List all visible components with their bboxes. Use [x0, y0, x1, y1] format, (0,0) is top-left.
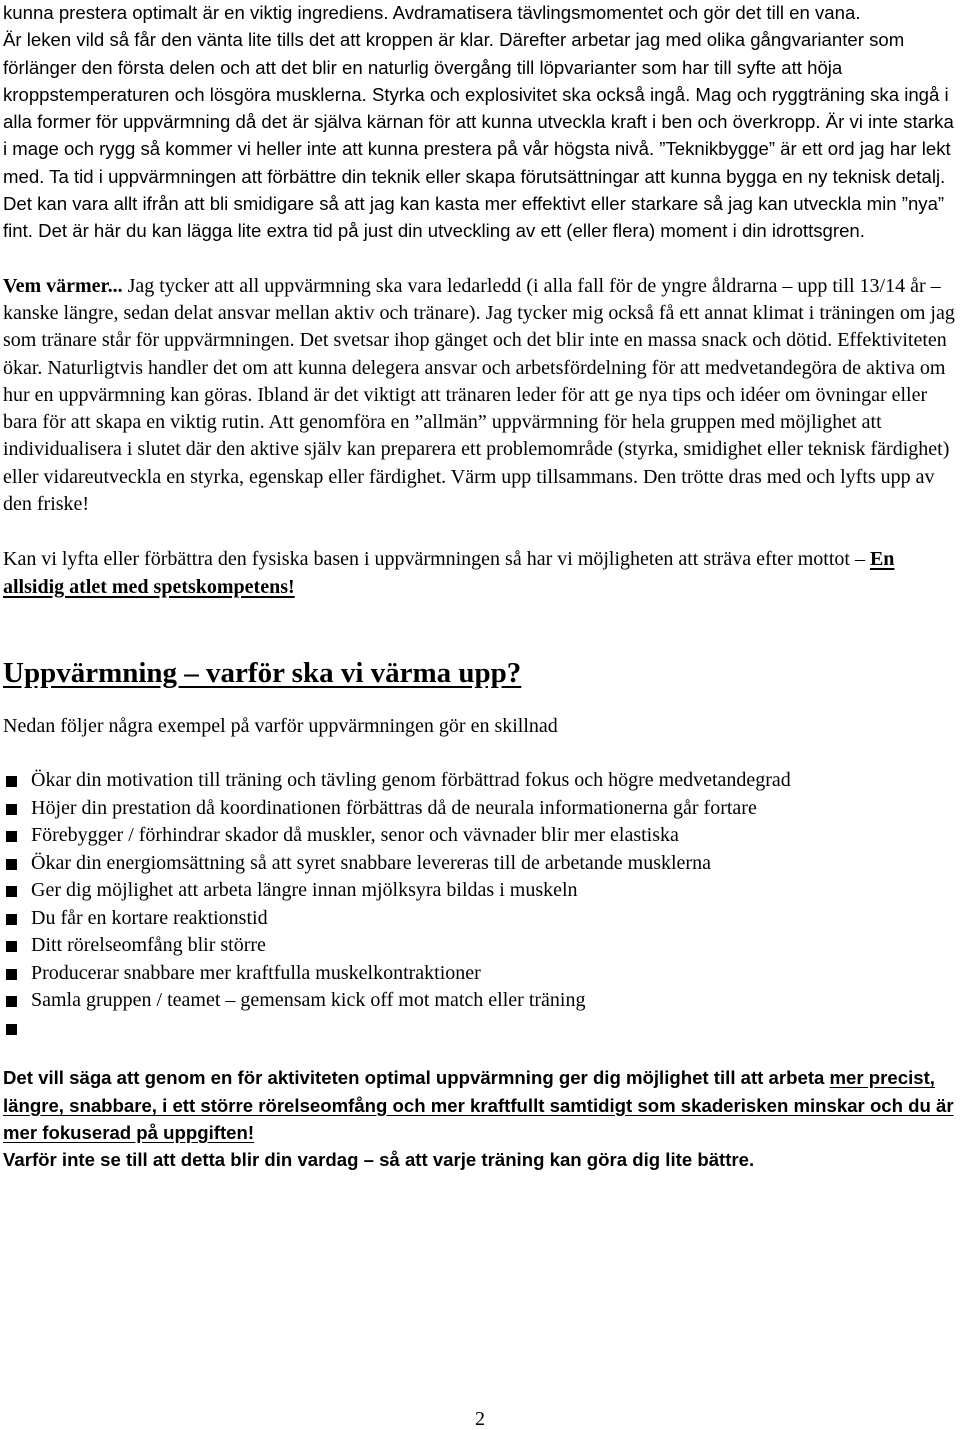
list-item	[3, 987, 955, 1015]
list-item	[3, 877, 955, 905]
square-bullet-icon	[6, 996, 17, 1007]
list-item-text: Ditt rörelseomfång blir större	[31, 934, 266, 957]
square-bullet-icon	[6, 941, 17, 952]
motto-emphasis: En allsidig atlet med spetskompetens!	[3, 548, 895, 598]
section-heading: Uppvärmning – varför ska vi värma upp?	[3, 656, 522, 689]
intro-paragraph-1	[3, 0, 955, 26]
square-bullet-icon	[6, 859, 17, 870]
conclusion-line-2: Varför inte se till att detta blir din vardag – så att varje träning kan göra dig lite bättre.	[3, 1149, 755, 1171]
motto-text: Kan vi lyfta eller förbättra den fysiska basen i uppvärmningen så har vi möjligheten att sträva efter mottot –	[3, 548, 870, 571]
square-bullet-icon	[6, 886, 17, 897]
conclusion-paragraph	[3, 1064, 955, 1146]
list-item-text: Du får en kortare reaktionstid	[31, 906, 268, 929]
list-item-text: Höjer din prestation då koordinationen förbättras då de neurala informationerna går fortare	[31, 796, 757, 819]
intro-line-1: kunna prestera optimalt är en viktig ingrediens. Avdramatisera tävlingsmomentet och gör det till en vana.	[3, 2, 861, 23]
square-bullet-icon	[6, 969, 17, 980]
list-item	[3, 932, 955, 960]
list-item	[3, 850, 955, 878]
list-item-text: Ökar din energiomsättning så att syret snabbare levereras till de arbetande musklerna	[31, 851, 711, 874]
list-item-text: Ger dig möjlighet att arbeta längre innan mjölksyra bildas i muskeln	[31, 879, 578, 902]
list-item	[3, 960, 955, 988]
list-item	[3, 767, 955, 795]
section-intro: Nedan följer några exempel på varför uppvärmningen gör en skillnad	[3, 714, 558, 737]
list-item	[3, 905, 955, 933]
square-bullet-icon	[6, 914, 17, 925]
square-bullet-icon	[6, 831, 17, 842]
conclusion-underlined: mer precist, längre, snabbare, i ett större rörelseomfång och mer kraftfullt samtidigt som skaderisken minskar och du är mer fokuserad på uppgiften!	[3, 1067, 954, 1143]
list-item-text: Ökar din motivation till träning och tävling genom förbättrad fokus och högre medvetandegrad	[31, 769, 791, 792]
square-bullet-icon	[6, 1024, 17, 1035]
page-number: 2	[475, 1408, 485, 1430]
square-bullet-icon	[6, 804, 17, 815]
list-item	[3, 1015, 955, 1043]
vem-paragraph	[3, 273, 955, 519]
vem-lead: Vem värmer...	[3, 274, 123, 297]
document-page	[3, 0, 955, 1173]
intro-line-2: Är leken vild så får den vänta lite tills det att kroppen är klar. Därefter arbetar jag med olika gångvarianter som förlänger den första delen och att det blir en naturlig övergång till löpvarianter som har till syfte att höja kroppstemperaturen och lösgöra musklerna. Styrka och explosivitet ska också ingå. Mag och ryggträning ska ingå i alla former för uppvärmning då det är själva kärnan för att kunna utveckla kraft i ben och överkropp. Är vi inte starka i mage och rygg så kommer vi heller inte att kunna prestera på vår högsta nivå. ”Teknikbygge” är ett ord jag har lekt med. Ta tid i uppvärmningen att förbättre din teknik eller skapa förutsättningar att kunna bygga en ny teknisk detalj. Det kan vara allt ifrån att bli smidigare så att jag kan kasta mer effektivt eller starkare så jag kan utveckla min ”nya” fint. Det är här du kan lägga lite extra tid på just din utveckling av ett (eller flera) moment i din idrottsgren.	[3, 29, 954, 242]
list-item-text: Samla gruppen / teamet – gemensam kick off mot match eller träning	[31, 989, 586, 1012]
intro-paragraph-2	[3, 26, 955, 244]
list-item-text: Förebygger / förhindrar skador då muskler, senor och vävnader blir mer elastiska	[31, 824, 679, 847]
square-bullet-icon	[6, 776, 17, 787]
vem-body: Jag tycker att all uppvärmning ska vara ledarledd (i alla fall för de yngre åldrarna – upp till 13/14 år – kanske längre, sedan delat ansvar mellan aktiv och tränare). Jag tycker mig också få ett annat klimat i träningen om jag som tränare står för uppvärmningen. Det svetsar ihop gänget och det blir inte en massa snack och dötid. Effektiviteten ökar. Naturligtvis handler det om att kunna delegera ansvar och arbetsfördelning för att medvetandegöra de aktiva om hur en uppvärmning kan göras. Ibland är det viktigt att tränaren leder för att ge nya tips och idéer om övningar eller bara för att skapa en viktig rutin. Att genomföra en ”allmän” uppvärmning för hela gruppen med möjlighet att individualisera i slutet där den aktive själv kan preparera ett problemområde (styrka, smidighet eller teknisk färdighet) eller vidareutveckla en styrka, egenskap eller färdighet. Värm upp tillsammans. Den trötte dras med och lyfts upp av den friske!	[3, 274, 955, 516]
list-item-text: Producerar snabbare mer kraftfulla muskelkontraktioner	[31, 961, 481, 984]
list-item	[3, 795, 955, 823]
reasons-list	[3, 767, 955, 1042]
list-item	[3, 822, 955, 850]
conclusion-part1: Det vill säga att genom en för aktiviteten optimal uppvärmning ger dig möjlighet till att arbeta	[3, 1067, 830, 1089]
motto-paragraph	[3, 546, 955, 601]
